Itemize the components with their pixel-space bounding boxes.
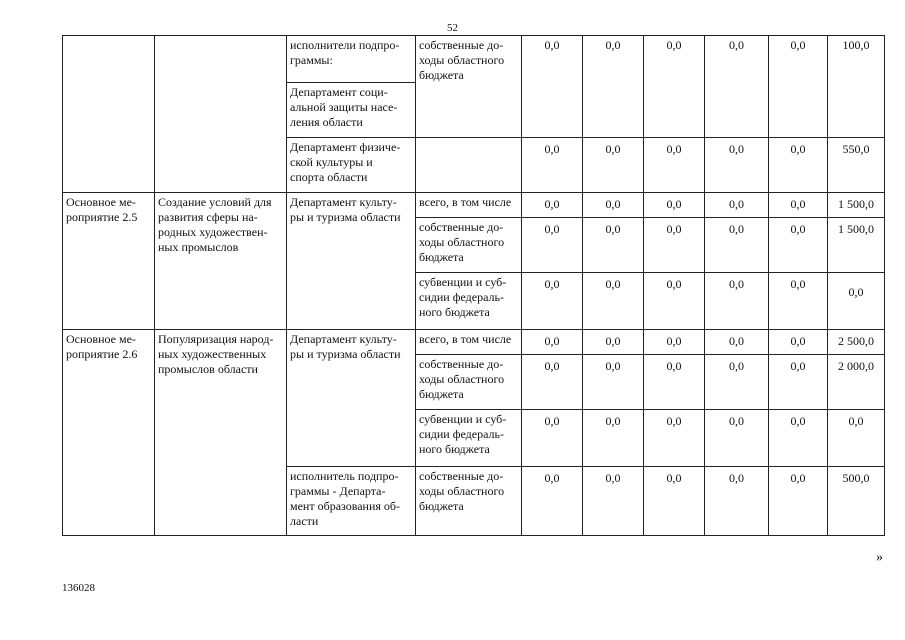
value-cell: 0,0 [644,273,705,330]
source-cell: собственные до- ходы областного бюджета [416,355,522,410]
source-cell: субвенции и суб- сидии федераль- ного бюджета [416,410,522,467]
value-cell: 0,0 [705,467,769,536]
value-cell: 0,0 [522,193,583,218]
value-cell: 0,0 [769,36,828,138]
table-row [63,193,885,218]
measure-cell: Основное ме- роприятие 2.5 [63,193,155,330]
funding-table [62,35,885,536]
value-cell: 0,0 [644,355,705,410]
value-cell: 0,0 [522,218,583,273]
source-cell: всего, в том числе [416,193,522,218]
value-cell: 0,0 [644,330,705,355]
measure-cell [63,36,155,193]
value-cell: 2 500,0 [828,330,885,355]
value-cell: 1 500,0 [828,193,885,218]
source-cell [416,138,522,193]
table-row [63,36,885,83]
value-cell: 0,0 [705,138,769,193]
value-cell: 550,0 [828,138,885,193]
value-cell: 0,0 [769,273,828,330]
value-cell: 0,0 [644,138,705,193]
value-cell: 0,0 [644,36,705,138]
value-cell: 0,0 [583,193,644,218]
executor-cell: Департамент соци- альной защиты насе- ления области [287,83,416,138]
value-cell: 0,0 [583,36,644,138]
value-cell: 0,0 [769,138,828,193]
source-cell: собственные до- ходы областного бюджета [416,467,522,536]
measure-name-cell: Создание условий для развития сферы на- родных художествен- ных промыслов [155,193,287,330]
value-cell: 0,0 [522,138,583,193]
value-cell: 0,0 [705,218,769,273]
value-cell: 0,0 [644,467,705,536]
value-cell: 0,0 [522,330,583,355]
value-cell: 0,0 [522,355,583,410]
document-code: 136028 [62,582,95,594]
value-cell: 0,0 [522,273,583,330]
value-cell: 0,0 [769,218,828,273]
executor-cell: исполнители подпро- граммы: [287,36,416,83]
executor-cell: исполнитель подпро- граммы - Департа- мент образования об- ласти [287,467,416,536]
value-cell: 0,0 [583,355,644,410]
measure-cell: Основное ме- роприятие 2.6 [63,330,155,536]
value-cell: 1 500,0 [828,218,885,273]
value-cell: 0,0 [705,355,769,410]
continuation-mark: » [876,550,883,565]
value-cell: 0,0 [769,410,828,467]
value-cell: 0,0 [583,138,644,193]
value-cell: 500,0 [828,467,885,536]
value-cell: 0,0 [705,330,769,355]
source-cell: собственные до- ходы областного бюджета [416,36,522,138]
measure-name-cell [155,36,287,193]
value-cell: 0,0 [705,36,769,138]
value-cell: 0,0 [705,410,769,467]
value-cell: 0,0 [828,273,885,330]
value-cell: 0,0 [769,193,828,218]
source-cell: всего, в том числе [416,330,522,355]
value-cell: 0,0 [705,193,769,218]
source-cell: субвенции и суб- сидии федераль- ного бюджета [416,273,522,330]
value-cell: 2 000,0 [828,355,885,410]
value-cell: 0,0 [583,467,644,536]
page-number: 52 [447,22,458,34]
value-cell: 0,0 [583,218,644,273]
measure-name-cell: Популяризация народ- ных художественных промыслов области [155,330,287,536]
value-cell: 0,0 [644,218,705,273]
executor-cell: Департамент физиче- ской культуры и спорта области [287,138,416,193]
value-cell: 0,0 [705,273,769,330]
executor-cell: Департамент культу- ры и туризма области [287,330,416,467]
value-cell: 0,0 [828,410,885,467]
value-cell: 0,0 [583,273,644,330]
value-cell: 0,0 [769,355,828,410]
value-cell: 0,0 [522,467,583,536]
value-cell: 0,0 [583,330,644,355]
value-cell: 0,0 [769,330,828,355]
value-cell: 0,0 [522,410,583,467]
value-cell: 100,0 [828,36,885,138]
value-cell: 0,0 [583,410,644,467]
table-row [63,330,885,355]
executor-cell: Департамент культу- ры и туризма области [287,193,416,330]
value-cell: 0,0 [644,410,705,467]
value-cell: 0,0 [522,36,583,138]
value-cell: 0,0 [644,193,705,218]
value-cell: 0,0 [769,467,828,536]
source-cell: собственные до- ходы областного бюджета [416,218,522,273]
